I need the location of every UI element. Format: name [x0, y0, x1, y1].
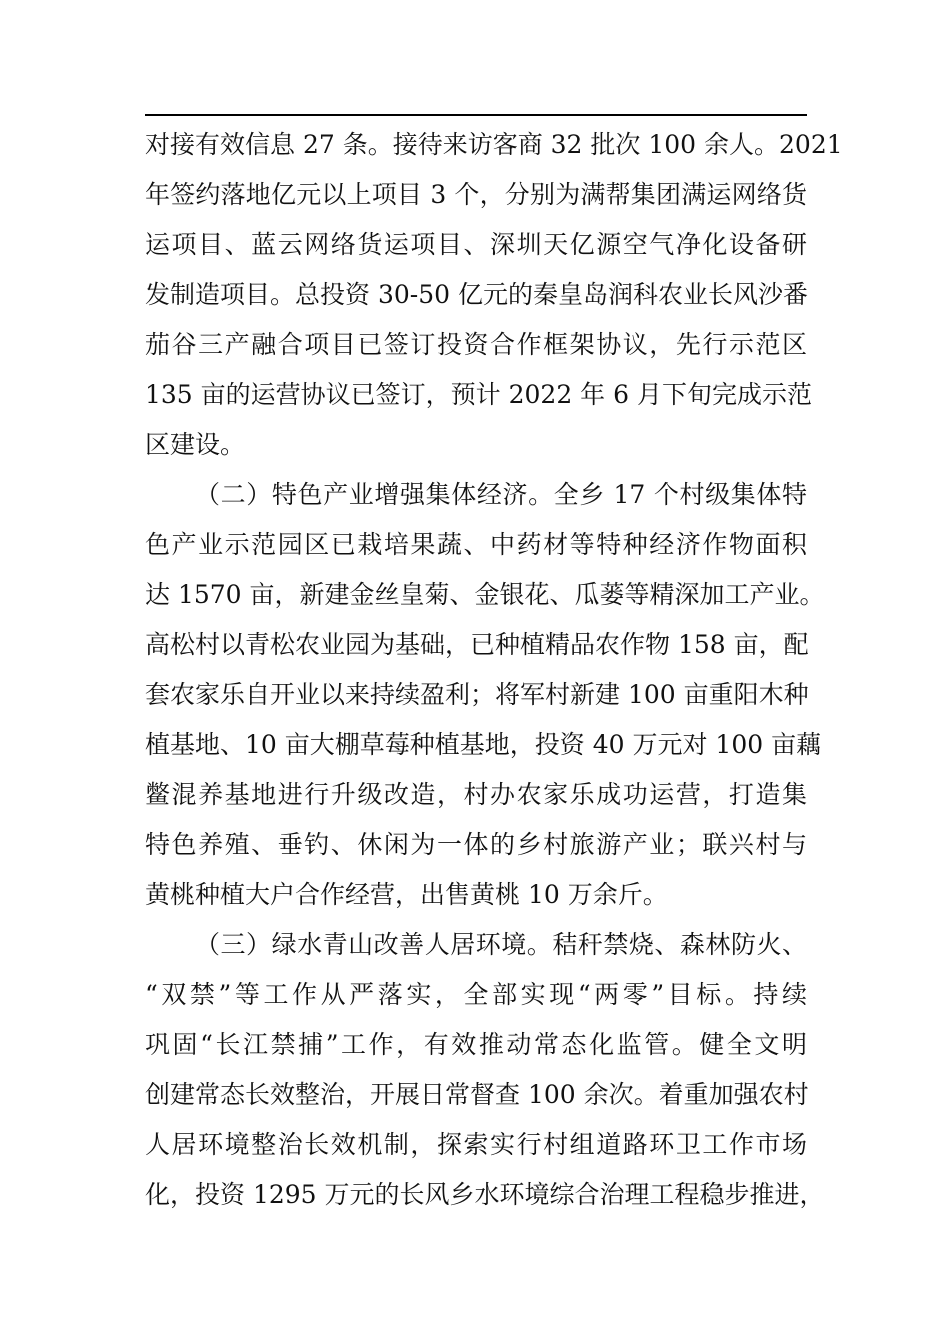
text-line: 套农家乐自开业以来持续盈利；将军村新建 100 亩重阳木种 [145, 680, 809, 709]
text-line: 135 亩的运营协议已签订，预计 2022 年 6 月下旬完成示范 [145, 380, 812, 409]
text-line: 运项目、蓝云网络货运项目、深圳天亿源空气净化设备研 [145, 230, 807, 259]
text-line: 巩固“长江禁捕”工作，有效推动常态化监管。健全文明 [145, 1030, 807, 1059]
text-line: 高松村以青松农业园为基础，已种植精品农作物 158 亩，配 [145, 630, 809, 659]
text-line: 化，投资 1295 万元的长风乡水环境综合治理工程稳步推进， [145, 1180, 825, 1209]
text-line: 年签约落地亿元以上项目 3 个，分别为满帮集团满运网络货 [145, 180, 807, 209]
text-line: 创建常态长效整治，开展日常督查 100 余次。着重加强农村 [145, 1080, 809, 1109]
section-heading-line: （二）特色产业增强集体经济。全乡 17 个村级集体特 [195, 480, 807, 509]
text-line: 色产业示范园区已栽培果蔬、中药材等特种经济作物面积 [145, 530, 807, 559]
header-rule [145, 114, 807, 116]
text-line: “双禁”等工作从严落实，全部实现“两零”目标。持续 [145, 980, 807, 1009]
text-line: 对接有效信息 27 条。接待来访客商 32 批次 100 余人。2021 [145, 130, 843, 159]
section-heading-line: （三）绿水青山改善人居环境。秸秆禁烧、森林防火、 [195, 930, 807, 959]
text-line: 发制造项目。总投资 30-50 亿元的秦皇岛润科农业长风沙番 [145, 280, 808, 309]
text-line: 黄桃种植大户合作经营，出售黄桃 10 万余斤。 [145, 880, 668, 909]
text-line: 鳖混养基地进行升级改造，村办农家乐成功运营，打造集 [145, 780, 807, 809]
text-line: 人居环境整治长效机制，探索实行村组道路环卫工作市场 [145, 1130, 807, 1159]
text-line: 植基地、10 亩大棚草莓种植基地，投资 40 万元对 100 亩藕 [145, 730, 822, 759]
text-line: 茄谷三产融合项目已签订投资合作框架协议，先行示范区 [145, 330, 807, 359]
text-line: 特色养殖、垂钓、休闲为一体的乡村旅游产业；联兴村与 [145, 830, 807, 859]
text-line: 区建设。 [145, 430, 246, 459]
text-line: 达 1570 亩，新建金丝皇菊、金银花、瓜蒌等精深加工产业。 [145, 580, 825, 609]
